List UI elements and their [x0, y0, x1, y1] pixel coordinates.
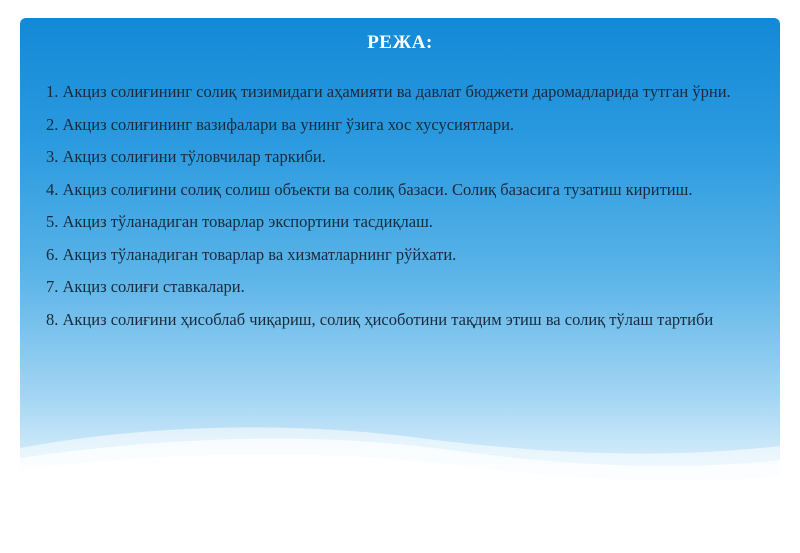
list-item: 3. Акциз солиғини тўловчилар таркиби. — [46, 147, 326, 166]
list-item: 4. Акциз солиғини солиқ солиш объекти ва солиқ базаси. Солиқ базасига тузатиш киритиш. — [46, 179, 693, 199]
list-item: 7. Акциз солиғи ставкалари. — [46, 277, 245, 296]
list-item: 2. Акциз солиғининг вазифалари ва унинг ўзига хос хусусиятлари. — [46, 114, 515, 134]
list-item: 8. Акциз солиғини ҳисоблаб чиқариш, солиқ ҳисоботини тақдим этиш ва солиқ тўлаш тартиби — [46, 309, 714, 329]
list-item: 1. Акциз солиғининг солиқ тизимидаги аҳамияти ва давлат бюджети даромадларида тутган ўрни. — [46, 82, 731, 101]
list-item: 5. Акциз тўланадиган товарлар экспортини тасдиқлаш. — [46, 212, 433, 231]
slide — [20, 18, 780, 535]
plan-list — [46, 76, 746, 336]
slide-title: РЕЖА: — [367, 32, 433, 53]
list-item: 6. Акциз тўланадиган товарлар ва хизматларнинг рўйхати. — [46, 244, 457, 264]
